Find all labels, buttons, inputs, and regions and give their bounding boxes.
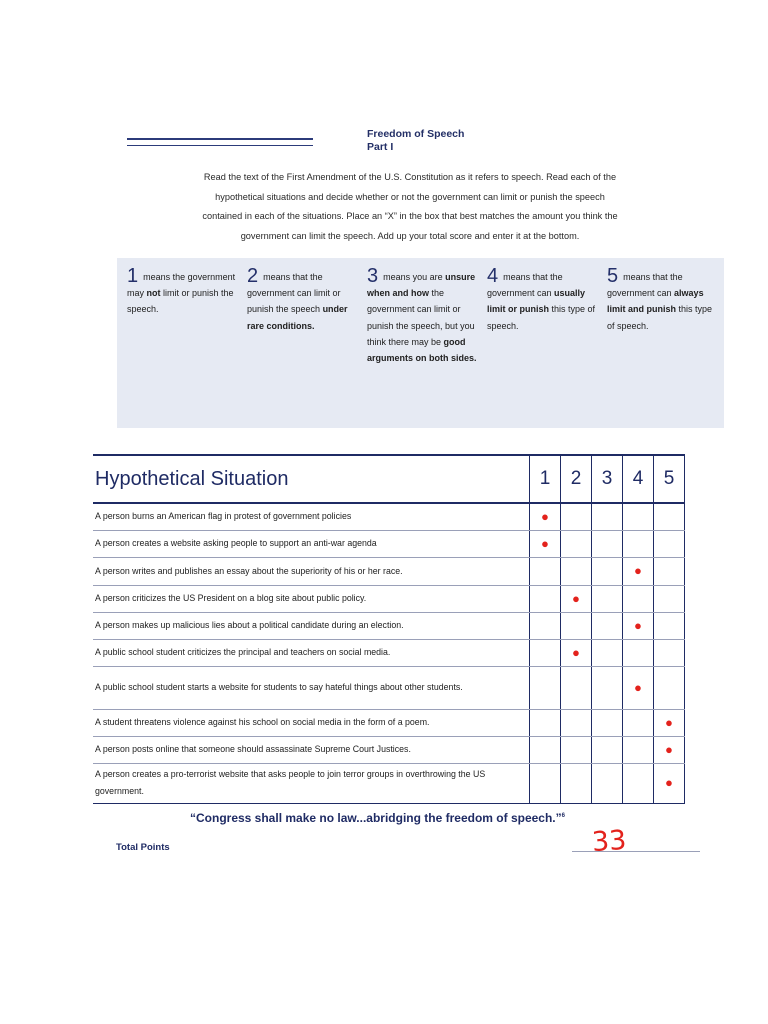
situation-text: A person makes up malicious lies about a political candidate during an election. [93, 612, 530, 639]
handwritten-mark: ● [663, 713, 675, 731]
instructions-line: hypothetical situations and decide whether or not the government can limit or punish the speech [215, 191, 605, 202]
rating-cell-5[interactable] [654, 763, 685, 803]
rating-cell-5[interactable] [654, 530, 685, 557]
header-double-rule [127, 138, 313, 146]
handwritten-mark: ● [570, 589, 582, 607]
scale-number: 4 [487, 265, 499, 287]
rating-cell-2[interactable] [561, 666, 592, 709]
table-row [93, 612, 685, 639]
worksheet-title: Freedom of Speech [367, 128, 465, 140]
scale-number: 1 [127, 265, 139, 287]
handwritten-mark: ● [632, 562, 644, 579]
scale-number: 2 [247, 265, 259, 287]
scale-text: this type of speech. [487, 304, 596, 331]
scale-bold-text: always limit and punish [607, 288, 704, 315]
handwritten-mark: ● [570, 643, 582, 661]
scale-bold-text: usually limit or punish [487, 288, 586, 315]
situation-text: A public school student criticizes the principal and teachers on social media. [93, 639, 530, 666]
rating-cell-2[interactable] [561, 639, 592, 666]
rating-cell-1[interactable] [530, 709, 561, 736]
rating-cell-5[interactable] [654, 585, 685, 612]
situation-text: A person creates a website asking people to support an anti-war agenda [93, 530, 530, 557]
rating-cell-4[interactable] [623, 736, 654, 763]
scale-item-5 [607, 265, 719, 334]
column-header: 2 [561, 455, 592, 503]
scale-text: the government can limit or punish the speech, but you think there may be [367, 288, 475, 347]
situation-text: A person burns an American flag in protest of government policies [93, 503, 530, 530]
column-header: 3 [592, 455, 623, 503]
rating-cell-1[interactable] [530, 639, 561, 666]
handwritten-mark: ● [539, 534, 551, 552]
scale-text: means you are [383, 272, 446, 282]
situation-text: A student threatens violence against his school on social media in the form of a poem. [93, 709, 530, 736]
rating-cell-1[interactable] [530, 736, 561, 763]
rating-cell-5[interactable] [654, 736, 685, 763]
rating-cell-4[interactable] [623, 709, 654, 736]
scale-bold-text: unsure when and how [367, 272, 476, 299]
rating-cell-3[interactable] [592, 736, 623, 763]
rating-cell-1[interactable] [530, 557, 561, 585]
scale-text: means that the government can [607, 272, 683, 299]
situation-text: A public school student starts a website for students to say hateful things about other students. [93, 666, 530, 709]
rating-cell-4[interactable] [623, 557, 654, 585]
rating-cell-2[interactable] [561, 736, 592, 763]
column-header: 4 [623, 455, 654, 503]
situation-text: A person creates a pro-terrorist website that asks people to join terror groups in overthrowing the US government. [93, 763, 530, 803]
situation-text: A person posts online that someone should assassinate Supreme Court Justices. [93, 736, 530, 763]
scale-text: limit or punish the speech. [127, 288, 234, 315]
quote-text: “Congress shall make no law...abridging the freedom of speech.” [190, 811, 562, 825]
rating-cell-1[interactable] [530, 503, 561, 530]
rating-cell-5[interactable] [654, 557, 685, 585]
rating-cell-2[interactable] [561, 585, 592, 612]
table-row [93, 585, 685, 612]
rating-cell-3[interactable] [592, 639, 623, 666]
table-row [93, 709, 685, 736]
rating-cell-4[interactable] [623, 666, 654, 709]
scale-number: 5 [607, 265, 619, 287]
column-header: 5 [654, 455, 685, 503]
scale-item-2 [247, 265, 359, 334]
table-row [93, 666, 685, 709]
rating-cell-1[interactable] [530, 666, 561, 709]
rating-cell-3[interactable] [592, 530, 623, 557]
worksheet-heading [367, 128, 567, 154]
instructions [150, 168, 670, 246]
table-row [93, 763, 685, 803]
instructions-line: contained in each of the situations. Place an “X” in the box that best matches the amount you think the [202, 211, 618, 221]
first-amendment-quote [190, 811, 590, 825]
rating-cell-4[interactable] [623, 763, 654, 803]
scale-item-4 [487, 265, 599, 334]
handwritten-mark: ● [663, 740, 675, 758]
table-row [93, 736, 685, 763]
handwritten-mark: ● [539, 508, 551, 525]
table-row [93, 557, 685, 585]
rating-cell-3[interactable] [592, 666, 623, 709]
rating-cell-3[interactable] [592, 557, 623, 585]
scale-bold-text: under rare conditions. [247, 304, 348, 331]
scale-text: means that the government can limit or punish the speech [247, 272, 341, 315]
quote-footnote: 6 [561, 813, 565, 819]
rating-cell-5[interactable] [654, 503, 685, 530]
instructions-line: Read the text of the First Amendment of the U.S. Constitution as it refers to speech. Read each of the [203, 172, 617, 182]
rating-cell-2[interactable] [561, 557, 592, 585]
rating-cell-5[interactable] [654, 666, 685, 709]
table-header-row [93, 455, 685, 503]
table-row [93, 530, 685, 557]
rating-cell-5[interactable] [654, 639, 685, 666]
situation-text: A person writes and publishes an essay about the superiority of his or her race. [93, 557, 530, 585]
handwritten-mark: ● [632, 616, 644, 634]
scale-item-1 [127, 265, 239, 318]
worksheet-part: Part I [367, 141, 394, 153]
total-points-line [572, 851, 700, 852]
situations-table [93, 454, 685, 804]
rating-cell-5[interactable] [654, 612, 685, 639]
rating-cell-2[interactable] [561, 763, 592, 803]
rating-cell-5[interactable] [654, 709, 685, 736]
rating-cell-3[interactable] [592, 612, 623, 639]
rating-cell-3[interactable] [592, 709, 623, 736]
scale-bold-text: good arguments on both sides. [367, 336, 477, 364]
total-points-value: 33 [590, 824, 628, 859]
scale-text: means the government may [127, 272, 236, 299]
instructions-line: government can limit the speech. Add up your total score and enter it at the bottom. [240, 230, 580, 241]
rating-cell-4[interactable] [623, 639, 654, 666]
handwritten-mark: ● [632, 678, 644, 696]
column-header: 1 [530, 455, 561, 503]
table-body [93, 503, 685, 803]
scale-item-3 [367, 265, 479, 366]
scale-text: this type of speech. [607, 304, 713, 331]
rating-cell-2[interactable] [561, 709, 592, 736]
rating-cell-1[interactable] [530, 612, 561, 639]
table-title: Hypothetical Situation [93, 455, 530, 503]
rating-cell-2[interactable] [561, 503, 592, 530]
situations-table-wrapper [93, 454, 685, 804]
rating-cell-4[interactable] [623, 503, 654, 530]
total-points-label: Total Points [116, 842, 170, 853]
table-row [93, 639, 685, 666]
rating-cell-1[interactable] [530, 585, 561, 612]
scale-legend-panel [117, 258, 724, 428]
rating-cell-4[interactable] [623, 585, 654, 612]
rating-cell-3[interactable] [592, 585, 623, 612]
rating-cell-2[interactable] [561, 530, 592, 557]
rating-cell-3[interactable] [592, 763, 623, 803]
situation-text: A person criticizes the US President on a blog site about public policy. [93, 585, 530, 612]
scale-text: means that the government can [487, 272, 563, 299]
rating-cell-2[interactable] [561, 612, 592, 639]
scale-number: 3 [367, 265, 379, 287]
handwritten-mark: ● [663, 774, 675, 791]
rating-cell-1[interactable] [530, 763, 561, 803]
rating-cell-4[interactable] [623, 530, 654, 557]
rating-cell-3[interactable] [592, 503, 623, 530]
scale-bold-text: not [146, 288, 161, 299]
rating-cell-4[interactable] [623, 612, 654, 639]
table-row [93, 503, 685, 530]
rating-cell-1[interactable] [530, 530, 561, 557]
